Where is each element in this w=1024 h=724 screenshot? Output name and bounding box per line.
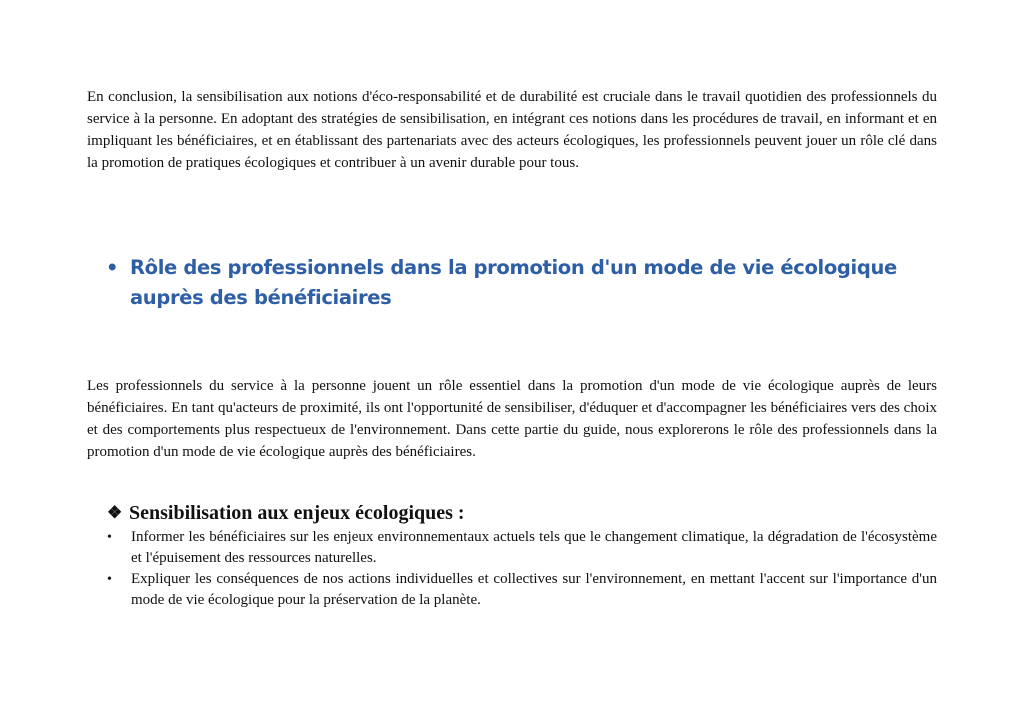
section-heading-text: Rôle des professionnels dans la promotion d'un mode de vie écologique auprès des bénéficiaires xyxy=(130,256,897,309)
bullet-icon: • xyxy=(106,256,119,279)
conclusion-paragraph: En conclusion, la sensibilisation aux notions d'éco-responsabilité et de durabilité est cruciale dans le travail quotidien des professionnels du service à la personne. En adoptant des stratégies de sensibilisation, en intégrant ces notions dans les procédures de travail, en informant et en impliquant les bénéficiaires, et en établissant des partenariats avec des acteurs écologiques, les professionnels peuvent jouer un rôle clé dans la promotion de pratiques écologiques et contribuer à un avenir durable pour tous. xyxy=(87,89,937,171)
bullet-list xyxy=(107,527,937,611)
bullet-icon: • xyxy=(107,572,112,587)
subheading xyxy=(107,500,465,526)
list-item xyxy=(107,569,937,611)
list-item xyxy=(107,527,937,569)
list-item-text: Expliquer les conséquences de nos actions individuelles et collectives sur l'environnement, en mettant l'accent sur l'importance d'un mode de vie écologique pour la préservation de la planète. xyxy=(131,571,937,608)
subheading-text: Sensibilisation aux enjeux écologiques : xyxy=(129,502,465,524)
diamond-bullet-icon: ❖ xyxy=(107,503,123,522)
list-item-text: Informer les bénéficiaires sur les enjeux environnementaux actuels tels que le changement climatique, la dégradation de l'écosystème et l'épuisement des ressources naturelles. xyxy=(131,529,937,566)
intro-paragraph: Les professionnels du service à la personne jouent un rôle essentiel dans la promotion d'un mode de vie écologique auprès de leurs bénéficiaires. En tant qu'acteurs de proximité, ils ont l'opportunité de sensibiliser, d'éduquer et d'accompagner les bénéficiaires vers des choix et des comportements plus respectueux de l'environnement. Dans cette partie du guide, nous explorerons le rôle des professionnels dans la promotion d'un mode de vie écologique auprès des bénéficiaires. xyxy=(87,378,937,460)
section-heading xyxy=(106,253,956,313)
bullet-icon: • xyxy=(107,530,112,545)
